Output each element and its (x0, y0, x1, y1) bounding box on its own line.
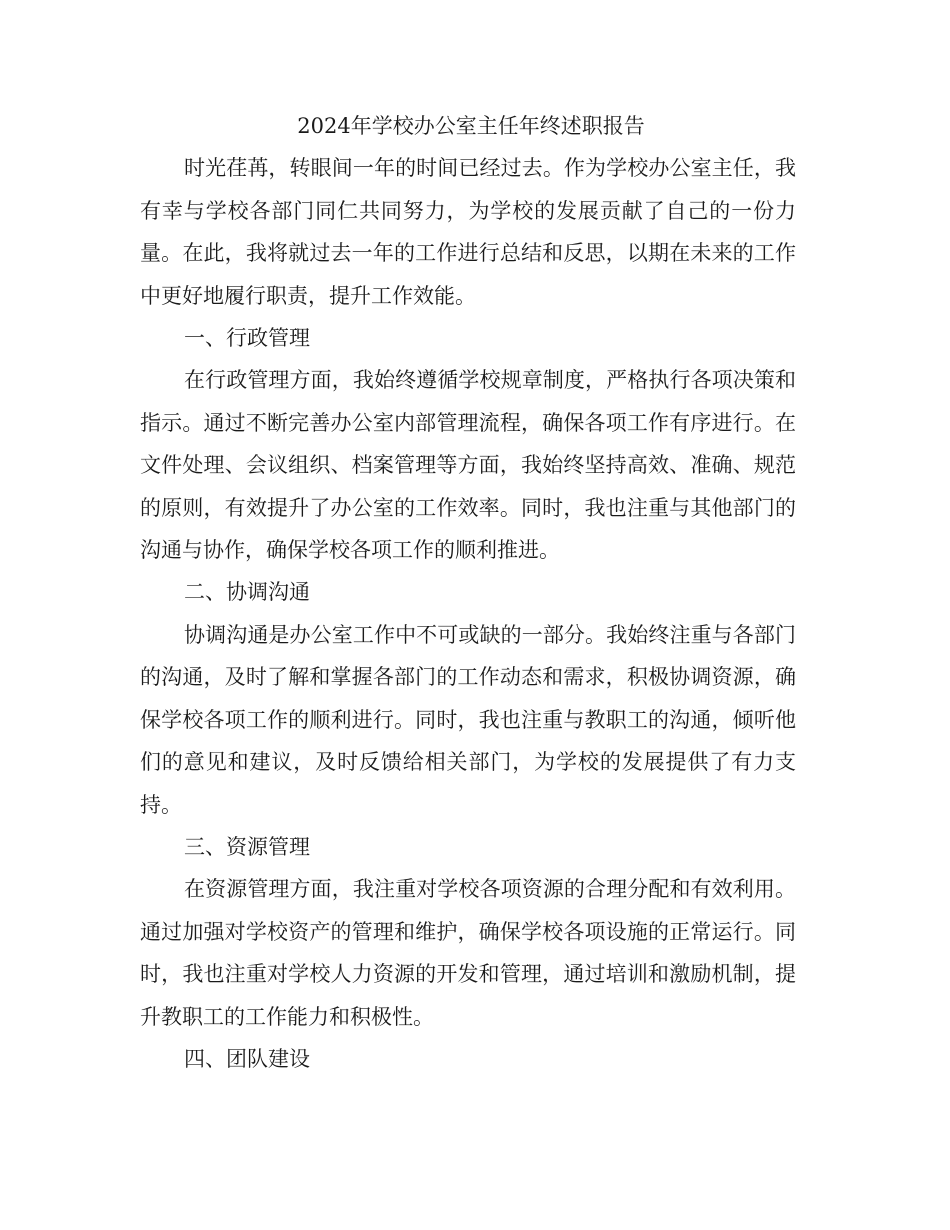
section-heading-coordination: 二、协调沟通 (184, 580, 310, 605)
section-body-resources: 在资源管理方面，我注重对学校各项资源的合理分配和有效利用。通过加强对学校资产的管理和维护，确保学校各项设施的正常运行。同时，我也注重对学校人力资源的开发和管理，通过培训和激励机制，提升教职工的工作能力和积极性。 (140, 877, 796, 1029)
section-heading-resources: 三、资源管理 (184, 834, 310, 859)
document-page (140, 105, 796, 1080)
section-body-coordination: 协调沟通是办公室工作中不可或缺的一部分。我始终注重与各部门的沟通，及时了解和掌握各部门的工作动态和需求，积极协调资源，确保学校各项工作的顺利进行。同时，我也注重与教职工的沟通，倾听他们的意见和建议，及时反馈给相关部门，为学校的发展提供了有力支持。 (140, 622, 796, 817)
intro-paragraph: 时光荏苒，转眼间一年的时间已经过去。作为学校办公室主任，我有幸与学校各部门同仁共同努力，为学校的发展贡献了自己的一份力量。在此，我将就过去一年的工作进行总结和反思，以期在未来的工作中更好地履行职责，提升工作效能。 (140, 156, 796, 308)
section-heading-team-building: 四、团队建设 (184, 1046, 310, 1071)
document-title: 2024年学校办公室主任年终述职报告 (297, 114, 645, 138)
section-heading-administration: 一、行政管理 (184, 326, 310, 351)
section-body-administration: 在行政管理方面，我始终遵循学校规章制度，严格执行各项决策和指示。通过不断完善办公室内部管理流程，确保各项工作有序进行。在文件处理、会议组织、档案管理等方面，我始终坚持高效、准确、规范的原则，有效提升了办公室的工作效率。同时，我也注重与其他部门的沟通与协作，确保学校各项工作的顺利推进。 (140, 368, 796, 563)
